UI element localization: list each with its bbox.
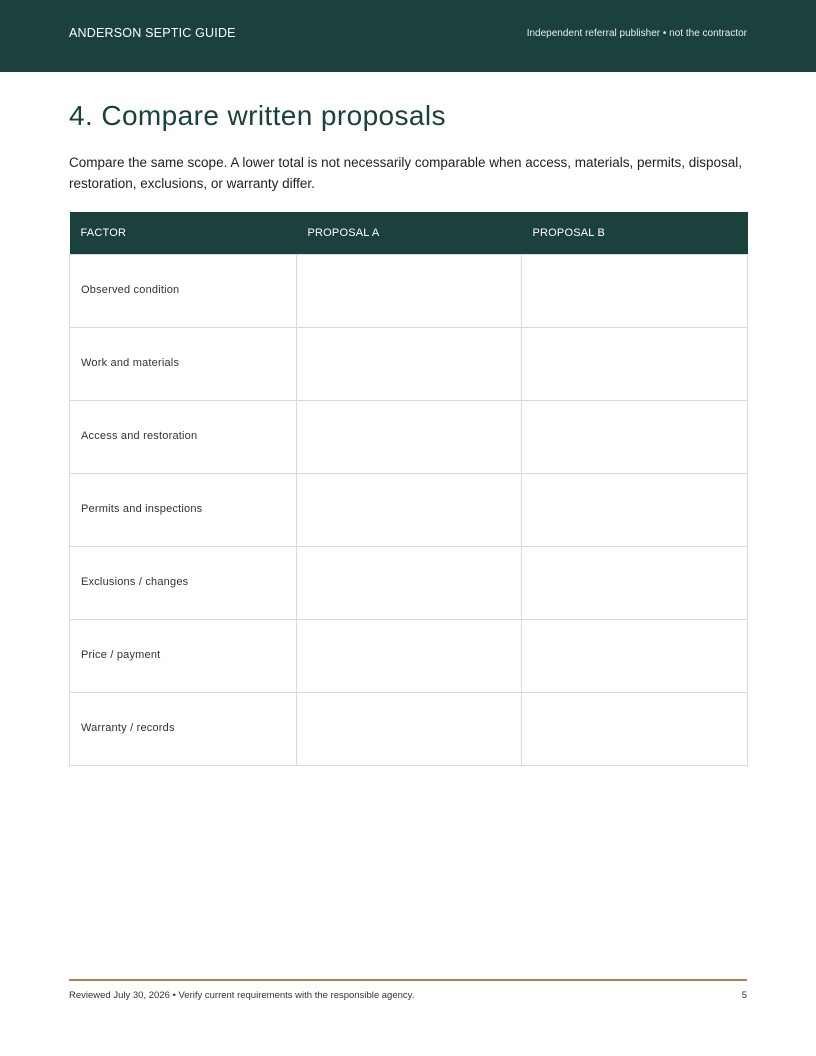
proposal-b-cell[interactable] <box>522 473 748 546</box>
factor-cell: Warranty / records <box>70 692 297 765</box>
table-row <box>70 546 748 619</box>
brand-name: ANDERSON SEPTIC GUIDE <box>69 26 236 40</box>
footer-divider <box>69 979 747 981</box>
table-row <box>70 619 748 692</box>
proposal-a-cell[interactable] <box>297 327 522 400</box>
proposal-b-cell[interactable] <box>522 692 748 765</box>
proposal-b-cell[interactable] <box>522 327 748 400</box>
proposal-b-cell[interactable] <box>522 546 748 619</box>
proposal-a-cell[interactable] <box>297 546 522 619</box>
table-row <box>70 254 748 327</box>
header-tagline: Independent referral publisher • not the contractor <box>526 28 747 39</box>
factor-cell: Permits and inspections <box>70 473 297 546</box>
column-header-proposal-a: PROPOSAL A <box>297 212 522 254</box>
factor-cell: Access and restoration <box>70 400 297 473</box>
proposal-b-cell[interactable] <box>522 254 748 327</box>
page-number: 5 <box>741 990 747 1001</box>
column-header-proposal-b: PROPOSAL B <box>522 212 748 254</box>
factor-cell: Observed condition <box>70 254 297 327</box>
proposal-b-cell[interactable] <box>522 619 748 692</box>
proposal-a-cell[interactable] <box>297 254 522 327</box>
proposal-b-cell[interactable] <box>522 400 748 473</box>
table-header-row <box>70 212 748 254</box>
proposal-comparison-table <box>69 212 748 766</box>
proposal-a-cell[interactable] <box>297 619 522 692</box>
section-intro: Compare the same scope. A lower total is not necessarily comparable when access, materials, permits, disposal, restoration, exclusions, or warranty differ. <box>69 155 743 191</box>
column-header-factor: FACTOR <box>70 212 297 254</box>
footer-note: Reviewed July 30, 2026 • Verify current requirements with the responsible agency. <box>69 990 415 1001</box>
proposal-a-cell[interactable] <box>297 400 522 473</box>
table-row <box>70 692 748 765</box>
proposal-a-cell[interactable] <box>297 473 522 546</box>
table-row <box>70 327 748 400</box>
table-row <box>70 473 748 546</box>
page-header <box>0 0 816 72</box>
proposal-a-cell[interactable] <box>297 692 522 765</box>
section-title: 4. Compare written proposals <box>69 100 446 131</box>
table-row <box>70 400 748 473</box>
factor-cell: Work and materials <box>70 327 297 400</box>
factor-cell: Exclusions / changes <box>70 546 297 619</box>
factor-cell: Price / payment <box>70 619 297 692</box>
